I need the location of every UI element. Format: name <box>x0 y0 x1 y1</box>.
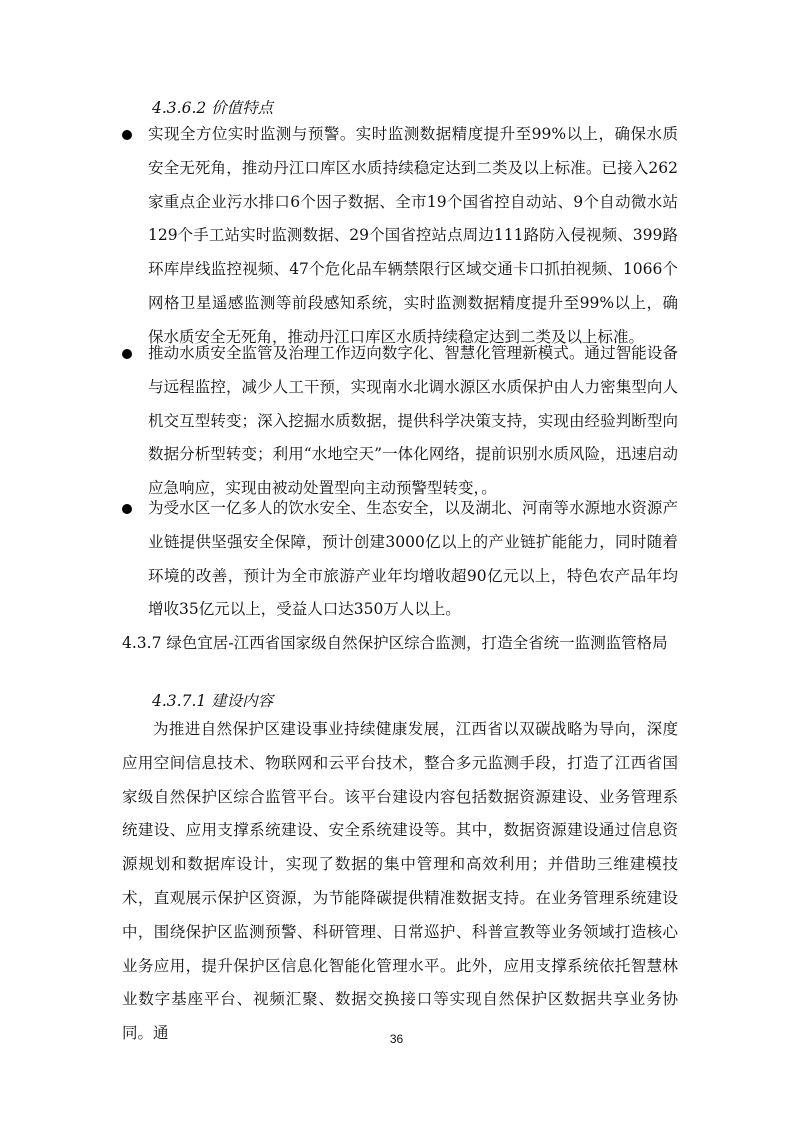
bullet-item-1 <box>122 118 678 354</box>
bullet-text-1: 实现全方位实时监测与预警。实时监测数据精度提升至99%以上，确保水质安全无死角，推动丹江口库区水质持续稳定达到二类及以上标准。已接入262家重点企业污水排口6个因子数据、全市19个国省控自动站、9个自动微水站129个手工站实时监测数据、29个国省控站点周边111路防入侵视频、399路环库岸线监控视频、47个危化品车辆禁限行区域交通卡口抓拍视频、1066个网格卫星遥感监测等前段感知系统，实时监测数据精度提升至99%以上，确保水质安全无死角，推动丹江口库区水质持续稳定达到二类及以上标准。 <box>148 125 678 346</box>
section-heading-4-3-7: 4.3.7 绿色宜居-江西省国家级自然保护区综合监测，打造全省统一监测监管格局 <box>122 634 668 652</box>
section-heading-4-3-6-2: 4.3.6.2 价值特点 <box>152 99 274 117</box>
section-heading-4-3-7-1: 4.3.7.1 建设内容 <box>152 692 274 710</box>
bullet-dot-icon <box>122 130 132 140</box>
bullet-item-2 <box>122 337 678 506</box>
page-number: 36 <box>389 1032 404 1046</box>
body-paragraph: 为推进自然保护区建设事业持续健康发展，江西省以双碳战略为导向，深度应用空间信息技术、物联网和云平台技术，整合多元监测手段，打造了江西省国家级自然保护区综合监管平台。该平台建设内容包括数据资源建设、业务管理系统建设、应用支撑系统建设、安全系统建设等。其中，数据资源建设通过信息资源规划和数据库设计，实现了数据的集中管理和高效利用；并借助三维建模技术，直观展示保护区资源，为节能降碳提供精准数据支持。在业务管理系统建设中，围绕保护区监测预警、科研管理、日常巡护、科普宣教等业务领域打造核心业务应用，提升保护区信息化智能化管理水平。此外，应用支撑系统依托智慧林业数字基座平台、视频汇聚、数据交换接口等实现自然保护区数据共享业务协同。通 <box>122 720 678 1043</box>
bullet-item-3 <box>122 492 678 627</box>
bullet-dot-icon <box>122 504 132 514</box>
bullet-text-3: 为受水区一亿多人的饮水安全、生态安全，以及湖北、河南等水源地水资源产业链提供坚强安全保障，预计创建3000亿以上的产业链扩能能力，同时随着环境的改善，预计为全市旅游产业年均增收超90亿元以上，特色农产品年均增收35亿元以上，受益人口达350万人以上。 <box>148 499 678 619</box>
bullet-dot-icon <box>122 349 132 359</box>
bullet-text-2: 推动水质安全监管及治理工作迈向数字化、智慧化管理新模式。通过智能设备与远程监控，减少人工干预，实现南水北调水源区水质保护由人力密集型向人机交互型转变；深入挖掘水质数据，提供科学决策支持，实现由经验判断型向数据分析型转变；利用“水地空天”一体化网络，提前识别水质风险，迅速启动应急响应，实现由被动处置型向主动预警型转变，。 <box>148 344 678 498</box>
